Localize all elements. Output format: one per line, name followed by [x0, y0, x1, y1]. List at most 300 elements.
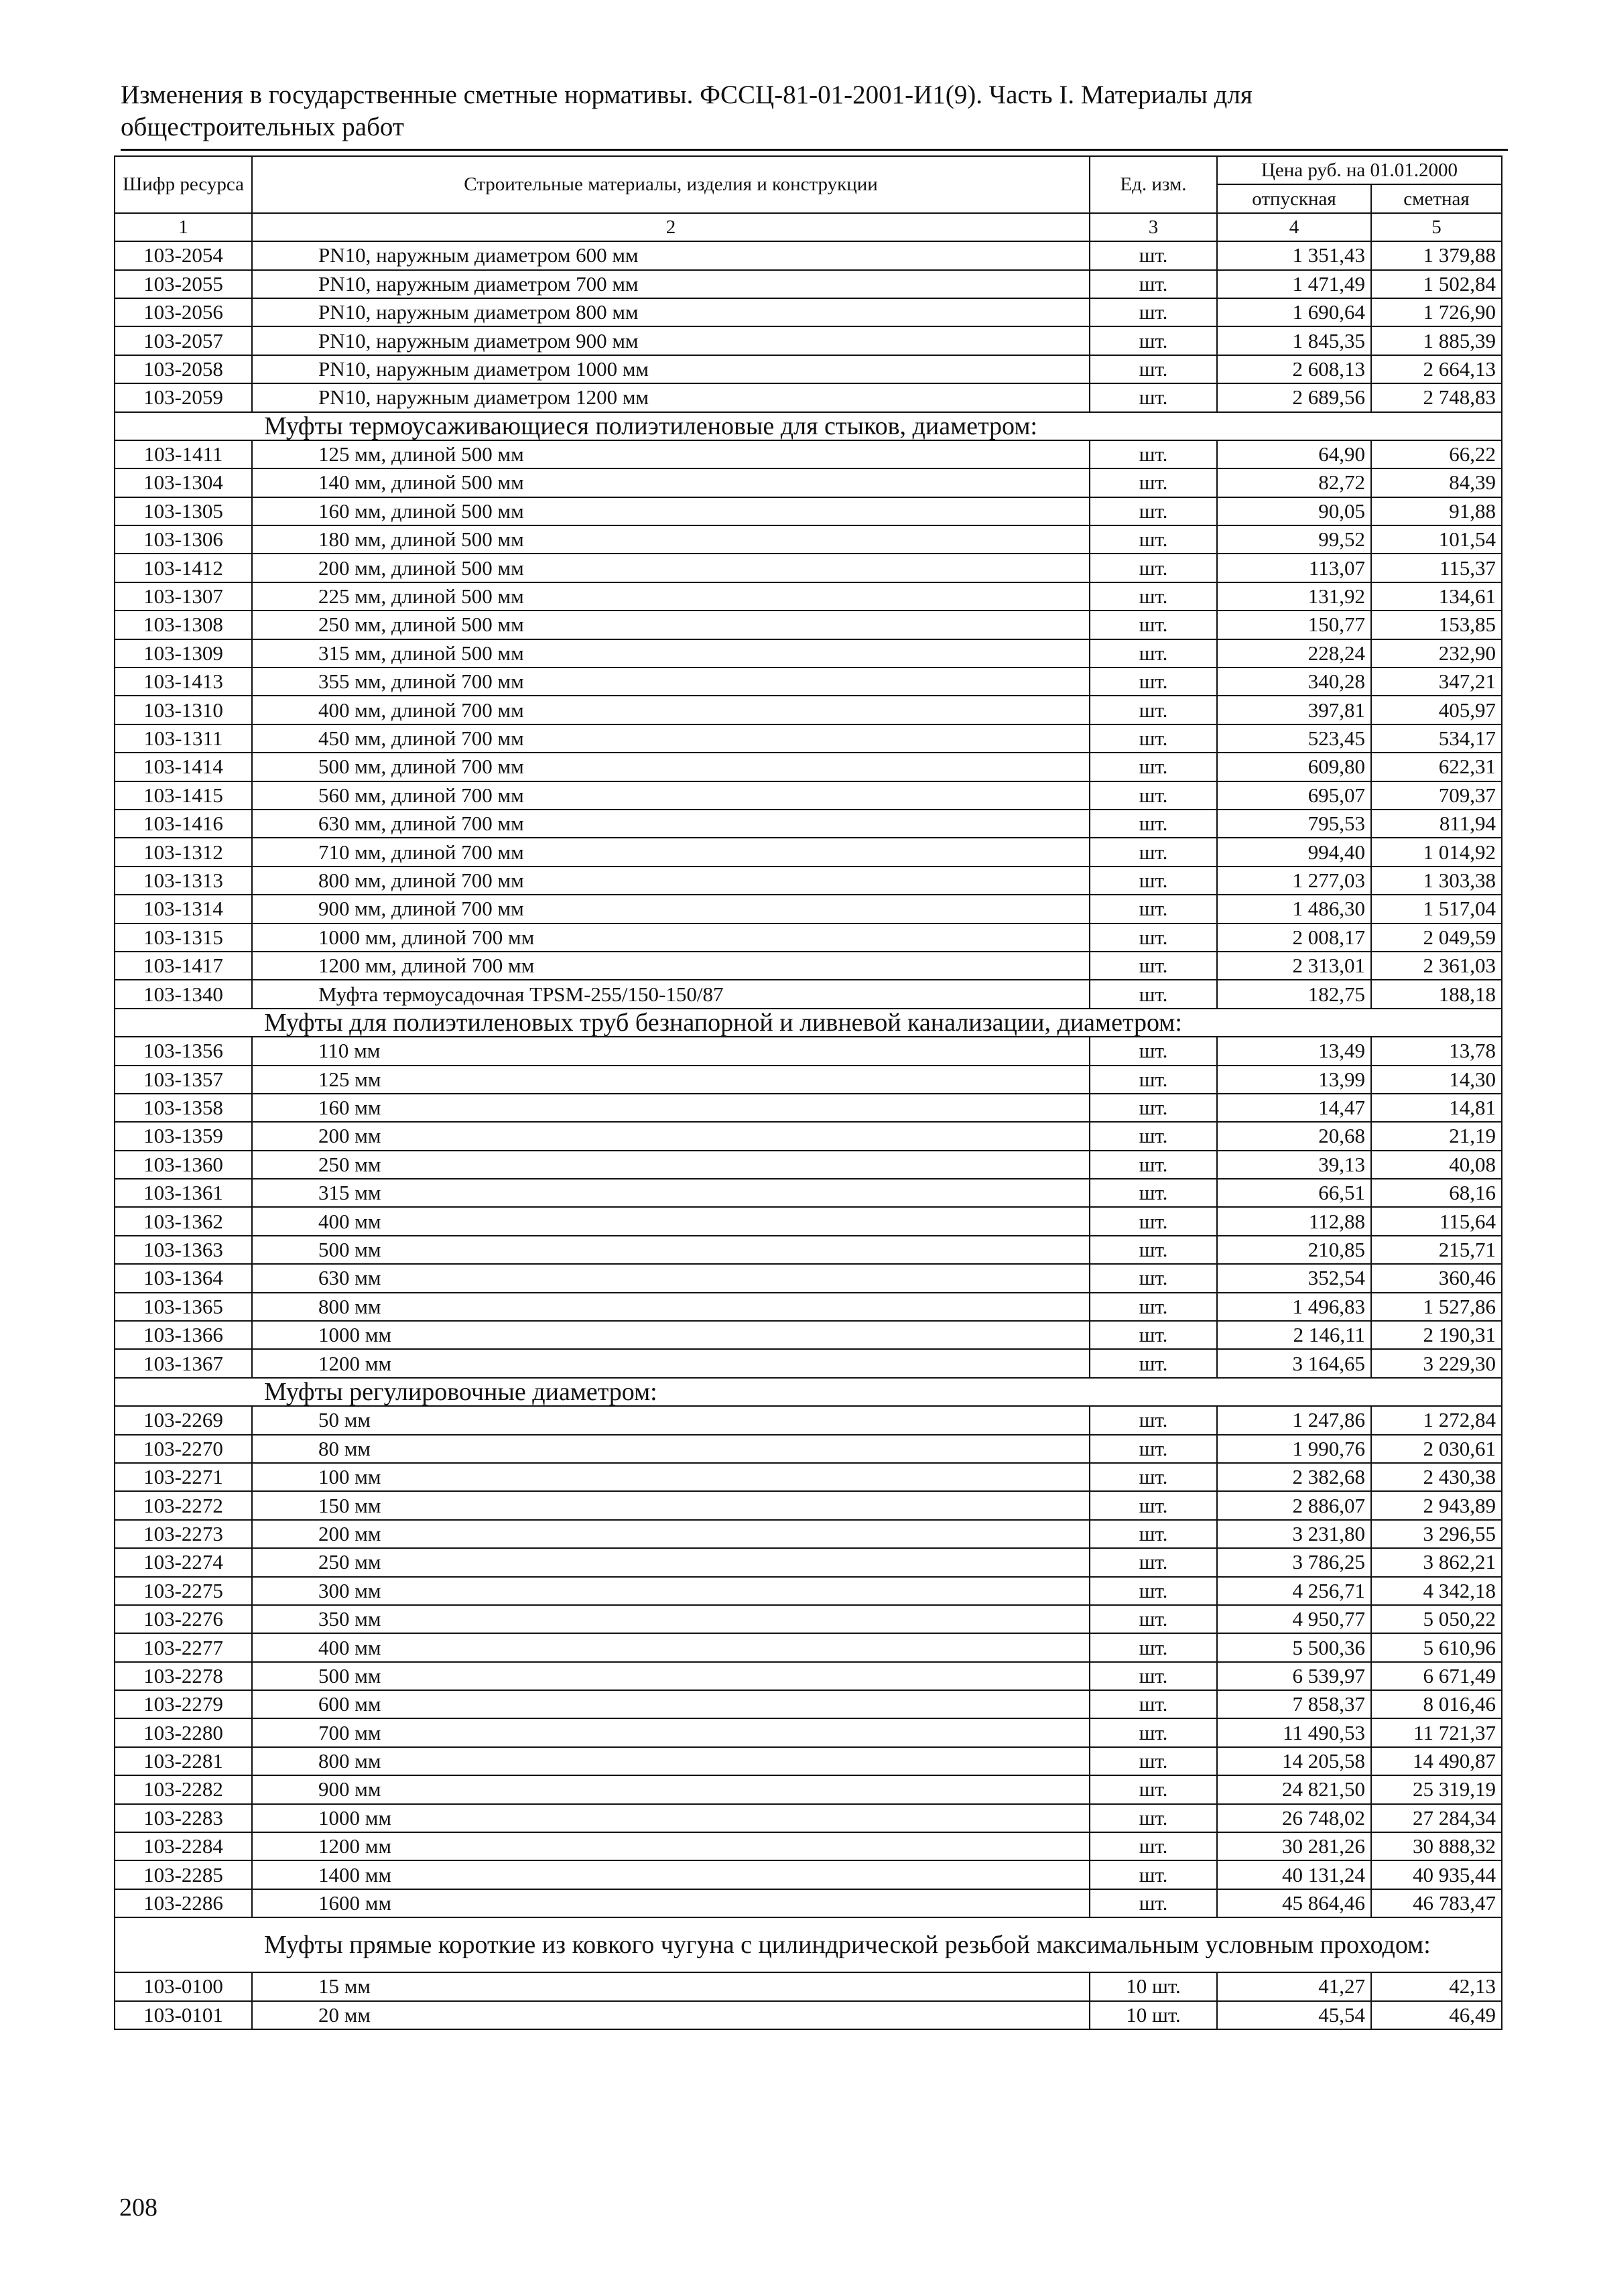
release-price: 795,53	[1217, 810, 1371, 838]
release-price: 3 231,80	[1217, 1520, 1371, 1548]
estimate-price: 347,21	[1371, 667, 1502, 696]
release-price: 66,51	[1217, 1179, 1371, 1207]
material-name: 150 мм	[252, 1491, 1090, 1519]
table-row	[115, 1264, 1502, 1292]
table-row	[115, 1972, 1502, 2000]
unit-cell: 10 шт.	[1090, 2001, 1217, 2029]
estimate-price: 2 030,61	[1371, 1435, 1502, 1463]
table-row	[115, 1889, 1502, 1917]
estimate-price: 2 190,31	[1371, 1321, 1502, 1349]
resource-code: 103-1367	[115, 1349, 252, 1377]
release-price: 112,88	[1217, 1207, 1371, 1235]
resource-code: 103-1417	[115, 952, 252, 980]
release-price: 210,85	[1217, 1236, 1371, 1264]
header-rule	[121, 149, 1508, 151]
resource-code: 103-2284	[115, 1832, 252, 1860]
unit-cell: шт.	[1090, 1094, 1217, 1122]
release-price: 2 146,11	[1217, 1321, 1371, 1349]
unit-cell: шт.	[1090, 1775, 1217, 1803]
table-row	[115, 810, 1502, 838]
resource-code: 103-1358	[115, 1094, 252, 1122]
resource-code: 103-1306	[115, 525, 252, 554]
unit-cell: шт.	[1090, 867, 1217, 895]
section-heading: Муфты прямые короткие из ковкого чугуна с цилиндрической резьбой максимальным условным проходом:	[115, 1917, 1502, 1972]
release-price: 1 496,83	[1217, 1293, 1371, 1321]
estimate-price: 1 379,88	[1371, 241, 1502, 269]
resource-code: 103-1414	[115, 753, 252, 781]
release-price: 1 990,76	[1217, 1435, 1371, 1463]
unit-cell: шт.	[1090, 1236, 1217, 1264]
unit-cell: 10 шт.	[1090, 1972, 1217, 2000]
release-price: 397,81	[1217, 696, 1371, 724]
table-row	[115, 753, 1502, 781]
table-row	[115, 326, 1502, 355]
table-row	[115, 838, 1502, 866]
table-row	[115, 582, 1502, 611]
estimate-price: 1 014,92	[1371, 838, 1502, 866]
resource-code: 103-1305	[115, 497, 252, 525]
release-price: 695,07	[1217, 781, 1371, 810]
estimate-price: 5 050,22	[1371, 1605, 1502, 1633]
estimate-price: 153,85	[1371, 611, 1502, 639]
estimate-price: 134,61	[1371, 582, 1502, 611]
release-price: 24 821,50	[1217, 1775, 1371, 1803]
resource-code: 103-1340	[115, 980, 252, 1008]
unit-cell: шт.	[1090, 1690, 1217, 1718]
unit-cell: шт.	[1090, 355, 1217, 383]
section-row	[115, 412, 1502, 440]
release-price: 131,92	[1217, 582, 1371, 611]
unit-cell: шт.	[1090, 1463, 1217, 1491]
unit-cell: шт.	[1090, 554, 1217, 582]
unit-cell: шт.	[1090, 1151, 1217, 1179]
resource-code: 103-2058	[115, 355, 252, 383]
release-price: 3 164,65	[1217, 1349, 1371, 1377]
unit-cell: шт.	[1090, 1406, 1217, 1434]
resource-code: 103-2282	[115, 1775, 252, 1803]
release-price: 340,28	[1217, 667, 1371, 696]
material-name: 1400 мм	[252, 1860, 1090, 1889]
section-heading: Муфты для полиэтиленовых труб безнапорной и ливневой канализации, диаметром:	[115, 1009, 1502, 1037]
table-row	[115, 781, 1502, 810]
material-name: 200 мм	[252, 1520, 1090, 1548]
unit-cell: шт.	[1090, 582, 1217, 611]
material-name: 1000 мм	[252, 1321, 1090, 1349]
material-name: 1200 мм	[252, 1349, 1090, 1377]
unit-cell: шт.	[1090, 1804, 1217, 1832]
resource-code: 103-2280	[115, 1718, 252, 1746]
release-price: 13,49	[1217, 1037, 1371, 1065]
release-price: 64,90	[1217, 440, 1371, 468]
unit-cell: шт.	[1090, 810, 1217, 838]
unit-cell: шт.	[1090, 1718, 1217, 1746]
table-row	[115, 1718, 1502, 1746]
section-heading: Муфты регулировочные диаметром:	[115, 1378, 1502, 1406]
material-name: 450 мм, длиной 700 мм	[252, 724, 1090, 753]
table-row	[115, 2001, 1502, 2029]
material-name: 400 мм, длиной 700 мм	[252, 696, 1090, 724]
material-name: 160 мм	[252, 1094, 1090, 1122]
release-price: 20,68	[1217, 1122, 1371, 1150]
col-number-1: 1	[115, 213, 252, 241]
material-name: 300 мм	[252, 1577, 1090, 1605]
unit-cell: шт.	[1090, 270, 1217, 298]
release-price: 45,54	[1217, 2001, 1371, 2029]
unit-cell: шт.	[1090, 895, 1217, 923]
estimate-price: 232,90	[1371, 639, 1502, 667]
estimate-price: 2 049,59	[1371, 923, 1502, 952]
estimate-price: 811,94	[1371, 810, 1502, 838]
unit-cell: шт.	[1090, 952, 1217, 980]
resource-code: 103-1363	[115, 1236, 252, 1264]
material-name: 225 мм, длиной 500 мм	[252, 582, 1090, 611]
unit-cell: шт.	[1090, 1122, 1217, 1150]
estimate-price: 14,81	[1371, 1094, 1502, 1122]
release-price: 41,27	[1217, 1972, 1371, 2000]
estimate-price: 4 342,18	[1371, 1577, 1502, 1605]
estimate-price: 68,16	[1371, 1179, 1502, 1207]
estimate-price: 3 296,55	[1371, 1520, 1502, 1548]
resource-code: 103-1416	[115, 810, 252, 838]
resource-code: 103-1356	[115, 1037, 252, 1065]
unit-cell: шт.	[1090, 838, 1217, 866]
col-price-group-header: Цена руб. на 01.01.2000	[1217, 156, 1502, 184]
unit-cell: шт.	[1090, 1548, 1217, 1576]
unit-cell: шт.	[1090, 440, 1217, 468]
table-row	[115, 1662, 1502, 1690]
table-row	[115, 1633, 1502, 1661]
table-row	[115, 1349, 1502, 1377]
header-line-1: Изменения в государственные сметные нормативы. ФССЦ-81-01-2001-И1(9). Часть I. Материалы для	[121, 80, 1253, 109]
material-name: 400 мм	[252, 1207, 1090, 1235]
material-name: 800 мм, длиной 700 мм	[252, 867, 1090, 895]
unit-cell: шт.	[1090, 383, 1217, 411]
unit-cell: шт.	[1090, 1633, 1217, 1661]
material-name: 900 мм, длиной 700 мм	[252, 895, 1090, 923]
document-header	[121, 79, 1494, 143]
material-name: 100 мм	[252, 1463, 1090, 1491]
section-row	[115, 1917, 1502, 1972]
material-name: 800 мм	[252, 1747, 1090, 1775]
material-name: Муфта термоусадочная TPSM-255/150-150/87	[252, 980, 1090, 1008]
material-name: 560 мм, длиной 700 мм	[252, 781, 1090, 810]
section-row	[115, 1378, 1502, 1406]
unit-cell: шт.	[1090, 1577, 1217, 1605]
unit-cell: шт.	[1090, 1264, 1217, 1292]
resource-code: 103-1310	[115, 696, 252, 724]
table-row	[115, 1037, 1502, 1065]
material-name: 200 мм	[252, 1122, 1090, 1150]
page-number: 208	[119, 2193, 157, 2222]
resource-code: 103-2283	[115, 1804, 252, 1832]
material-name: 1600 мм	[252, 1889, 1090, 1917]
resource-code: 103-0101	[115, 2001, 252, 2029]
estimate-price: 91,88	[1371, 497, 1502, 525]
col-number-3: 3	[1090, 213, 1217, 241]
estimate-price: 46 783,47	[1371, 1889, 1502, 1917]
estimate-price: 1 527,86	[1371, 1293, 1502, 1321]
unit-cell: шт.	[1090, 639, 1217, 667]
resource-code: 103-2059	[115, 383, 252, 411]
col-release-header: отпускная	[1217, 184, 1371, 212]
unit-cell: шт.	[1090, 1832, 1217, 1860]
material-name: 50 мм	[252, 1406, 1090, 1434]
resource-code: 103-1361	[115, 1179, 252, 1207]
estimate-price: 6 671,49	[1371, 1662, 1502, 1690]
estimate-price: 2 430,38	[1371, 1463, 1502, 1491]
table-row	[115, 355, 1502, 383]
table-row	[115, 611, 1502, 639]
table-body	[115, 241, 1502, 2029]
table-row	[115, 1151, 1502, 1179]
resource-code: 103-1357	[115, 1066, 252, 1094]
unit-cell: шт.	[1090, 923, 1217, 952]
material-name: 900 мм	[252, 1775, 1090, 1803]
material-name: 700 мм	[252, 1718, 1090, 1746]
material-name: PN10, наружным диаметром 1200 мм	[252, 383, 1090, 411]
resource-code: 103-1315	[115, 923, 252, 952]
resource-code: 103-1312	[115, 838, 252, 866]
table-row	[115, 270, 1502, 298]
unit-cell: шт.	[1090, 1293, 1217, 1321]
table-row	[115, 1293, 1502, 1321]
estimate-price: 14 490,87	[1371, 1747, 1502, 1775]
estimate-price: 3 229,30	[1371, 1349, 1502, 1377]
table-row	[115, 1690, 1502, 1718]
estimate-price: 40 935,44	[1371, 1860, 1502, 1889]
release-price: 2 313,01	[1217, 952, 1371, 980]
col-number-2: 2	[252, 213, 1090, 241]
table-row	[115, 1548, 1502, 1576]
release-price: 1 486,30	[1217, 895, 1371, 923]
section-row	[115, 1009, 1502, 1037]
table-row	[115, 1122, 1502, 1150]
col-estimate-header: сметная	[1371, 184, 1502, 212]
material-name: 160 мм, длиной 500 мм	[252, 497, 1090, 525]
release-price: 1 351,43	[1217, 241, 1371, 269]
estimate-price: 5 610,96	[1371, 1633, 1502, 1661]
resource-code: 103-2285	[115, 1860, 252, 1889]
release-price: 994,40	[1217, 838, 1371, 866]
table-row	[115, 1435, 1502, 1463]
resource-code: 103-2057	[115, 326, 252, 355]
table-row	[115, 1236, 1502, 1264]
unit-cell: шт.	[1090, 1860, 1217, 1889]
release-price: 26 748,02	[1217, 1804, 1371, 1832]
resource-code: 103-1308	[115, 611, 252, 639]
estimate-price: 2 943,89	[1371, 1491, 1502, 1519]
estimate-price: 27 284,34	[1371, 1804, 1502, 1832]
unit-cell: шт.	[1090, 1747, 1217, 1775]
estimate-price: 1 303,38	[1371, 867, 1502, 895]
release-price: 2 886,07	[1217, 1491, 1371, 1519]
material-name: 200 мм, длиной 500 мм	[252, 554, 1090, 582]
table-row	[115, 1491, 1502, 1519]
material-name: 315 мм	[252, 1179, 1090, 1207]
table-row	[115, 497, 1502, 525]
table-row	[115, 1605, 1502, 1633]
resource-code: 103-2273	[115, 1520, 252, 1548]
resource-code: 103-1366	[115, 1321, 252, 1349]
material-name: 140 мм, длиной 500 мм	[252, 468, 1090, 497]
release-price: 13,99	[1217, 1066, 1371, 1094]
estimate-price: 215,71	[1371, 1236, 1502, 1264]
unit-cell: шт.	[1090, 1491, 1217, 1519]
table-row	[115, 667, 1502, 696]
resource-code: 103-0100	[115, 1972, 252, 2000]
material-name: 315 мм, длиной 500 мм	[252, 639, 1090, 667]
release-price: 1 471,49	[1217, 270, 1371, 298]
resource-code: 103-2055	[115, 270, 252, 298]
unit-cell: шт.	[1090, 326, 1217, 355]
release-price: 4 950,77	[1217, 1605, 1371, 1633]
unit-cell: шт.	[1090, 753, 1217, 781]
estimate-price: 2 664,13	[1371, 355, 1502, 383]
unit-cell: шт.	[1090, 241, 1217, 269]
release-price: 14 205,58	[1217, 1747, 1371, 1775]
col-number-5: 5	[1371, 213, 1502, 241]
table-row	[115, 1860, 1502, 1889]
estimate-price: 42,13	[1371, 1972, 1502, 2000]
resource-code: 103-2056	[115, 298, 252, 326]
table-row	[115, 952, 1502, 980]
estimate-price: 66,22	[1371, 440, 1502, 468]
table-row	[115, 1577, 1502, 1605]
resource-code: 103-2286	[115, 1889, 252, 1917]
release-price: 90,05	[1217, 497, 1371, 525]
unit-cell: шт.	[1090, 1662, 1217, 1690]
unit-cell: шт.	[1090, 1520, 1217, 1548]
material-name: 250 мм	[252, 1548, 1090, 1576]
release-price: 4 256,71	[1217, 1577, 1371, 1605]
release-price: 7 858,37	[1217, 1690, 1371, 1718]
table-row	[115, 1747, 1502, 1775]
unit-cell: шт.	[1090, 468, 1217, 497]
release-price: 40 131,24	[1217, 1860, 1371, 1889]
material-name: PN10, наружным диаметром 900 мм	[252, 326, 1090, 355]
material-name: 500 мм	[252, 1662, 1090, 1690]
unit-cell: шт.	[1090, 1321, 1217, 1349]
release-price: 30 281,26	[1217, 1832, 1371, 1860]
estimate-price: 2 748,83	[1371, 383, 1502, 411]
header-line-2: общестроительных работ	[121, 113, 404, 141]
estimate-price: 25 319,19	[1371, 1775, 1502, 1803]
release-price: 5 500,36	[1217, 1633, 1371, 1661]
table-row	[115, 241, 1502, 269]
resource-code: 103-1304	[115, 468, 252, 497]
table-row	[115, 1832, 1502, 1860]
release-price: 1 277,03	[1217, 867, 1371, 895]
unit-cell: шт.	[1090, 1037, 1217, 1065]
unit-cell: шт.	[1090, 1349, 1217, 1377]
release-price: 113,07	[1217, 554, 1371, 582]
estimate-price: 1 726,90	[1371, 298, 1502, 326]
resource-code: 103-2269	[115, 1406, 252, 1434]
table-row	[115, 554, 1502, 582]
unit-cell: шт.	[1090, 1179, 1217, 1207]
material-name: PN10, наружным диаметром 800 мм	[252, 298, 1090, 326]
estimate-price: 1 272,84	[1371, 1406, 1502, 1434]
table-row	[115, 1179, 1502, 1207]
table-row	[115, 895, 1502, 923]
release-price: 6 539,97	[1217, 1662, 1371, 1690]
release-price: 609,80	[1217, 753, 1371, 781]
material-name: 630 мм	[252, 1264, 1090, 1292]
table-row	[115, 1520, 1502, 1548]
release-price: 2 608,13	[1217, 355, 1371, 383]
release-price: 3 786,25	[1217, 1548, 1371, 1576]
col-name-header: Строительные материалы, изделия и конструкции	[252, 156, 1090, 213]
resource-code: 103-2270	[115, 1435, 252, 1463]
estimate-price: 84,39	[1371, 468, 1502, 497]
material-name: 125 мм, длиной 500 мм	[252, 440, 1090, 468]
resource-code: 103-1413	[115, 667, 252, 696]
material-name: 630 мм, длиной 700 мм	[252, 810, 1090, 838]
material-name: PN10, наружным диаметром 1000 мм	[252, 355, 1090, 383]
release-price: 1 845,35	[1217, 326, 1371, 355]
estimate-price: 21,19	[1371, 1122, 1502, 1150]
resource-code: 103-1412	[115, 554, 252, 582]
release-price: 11 490,53	[1217, 1718, 1371, 1746]
table-row	[115, 980, 1502, 1008]
col-number-4: 4	[1217, 213, 1371, 241]
resource-code: 103-2276	[115, 1605, 252, 1633]
table-row	[115, 1207, 1502, 1235]
material-name: PN10, наружным диаметром 600 мм	[252, 241, 1090, 269]
estimate-price: 2 361,03	[1371, 952, 1502, 980]
resource-code: 103-2279	[115, 1690, 252, 1718]
resource-code: 103-2278	[115, 1662, 252, 1690]
resource-code: 103-1365	[115, 1293, 252, 1321]
table-head	[115, 156, 1502, 241]
unit-cell: шт.	[1090, 980, 1217, 1008]
resource-code: 103-2275	[115, 1577, 252, 1605]
material-name: 180 мм, длиной 500 мм	[252, 525, 1090, 554]
resource-code: 103-1314	[115, 895, 252, 923]
estimate-price: 46,49	[1371, 2001, 1502, 2029]
material-name: 710 мм, длиной 700 мм	[252, 838, 1090, 866]
resource-code: 103-2281	[115, 1747, 252, 1775]
release-price: 182,75	[1217, 980, 1371, 1008]
col-code-header: Шифр ресурса	[115, 156, 252, 213]
table-row	[115, 1775, 1502, 1803]
resource-code: 103-2271	[115, 1463, 252, 1491]
estimate-price: 3 862,21	[1371, 1548, 1502, 1576]
material-name: 400 мм	[252, 1633, 1090, 1661]
resource-code: 103-1415	[115, 781, 252, 810]
release-price: 1 247,86	[1217, 1406, 1371, 1434]
table-row	[115, 724, 1502, 753]
material-name: 80 мм	[252, 1435, 1090, 1463]
estimate-price: 709,37	[1371, 781, 1502, 810]
table-row	[115, 1321, 1502, 1349]
resource-code: 103-1411	[115, 440, 252, 468]
release-price: 150,77	[1217, 611, 1371, 639]
estimate-price: 1 885,39	[1371, 326, 1502, 355]
resource-code: 103-2272	[115, 1491, 252, 1519]
estimate-price: 622,31	[1371, 753, 1502, 781]
unit-cell: шт.	[1090, 696, 1217, 724]
estimate-price: 30 888,32	[1371, 1832, 1502, 1860]
table-row	[115, 298, 1502, 326]
table-row	[115, 1066, 1502, 1094]
table-row	[115, 696, 1502, 724]
estimate-price: 360,46	[1371, 1264, 1502, 1292]
release-price: 523,45	[1217, 724, 1371, 753]
estimate-price: 8 016,46	[1371, 1690, 1502, 1718]
section-heading: Муфты термоусаживающиеся полиэтиленовые для стыков, диаметром:	[115, 412, 1502, 440]
table-row	[115, 383, 1502, 411]
